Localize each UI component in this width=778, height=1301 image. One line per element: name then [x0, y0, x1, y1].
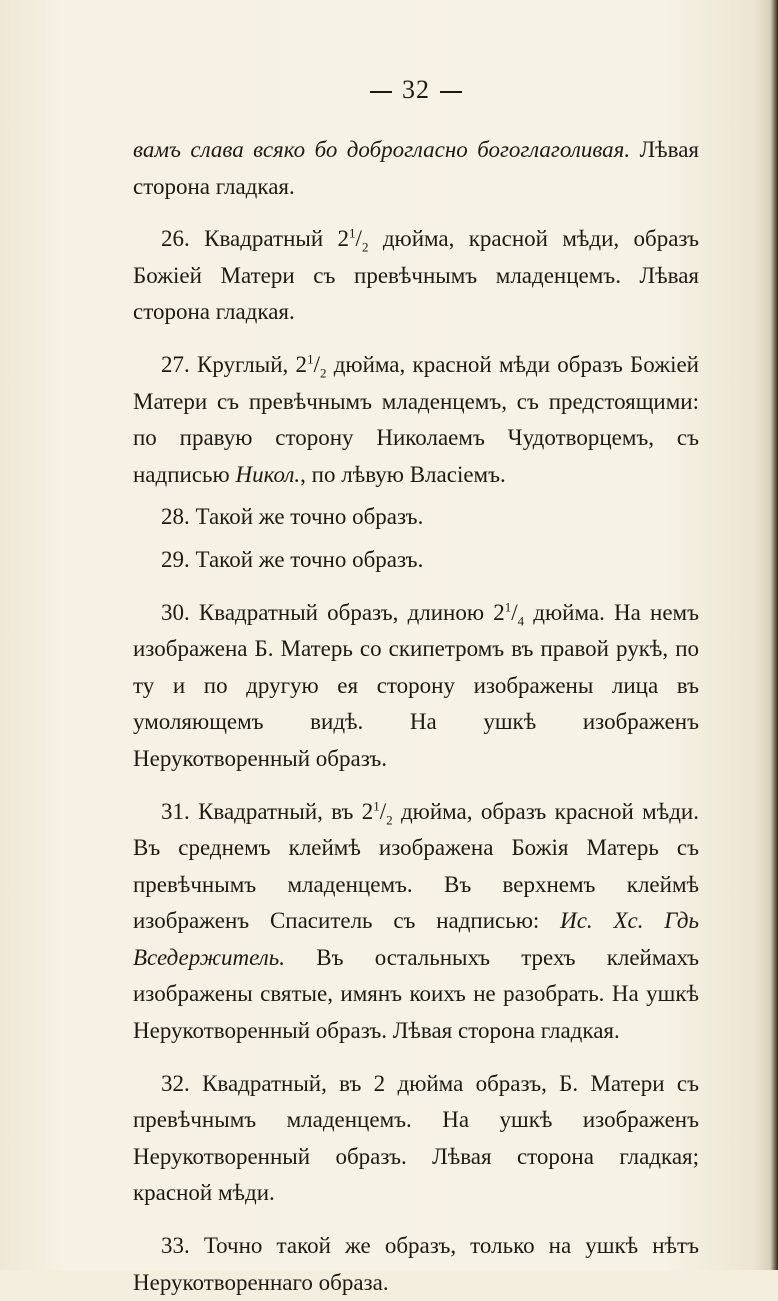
italic-quote: вамъ слава всяко бо доброгласно богоглаголивая. [133, 137, 631, 162]
fraction-numerator: 1 [307, 351, 314, 367]
italic-inscription: Ис. Хс. Гдь Вседержитель. [133, 908, 699, 970]
page-edge-shadow [772, 0, 778, 1270]
fraction-numerator: 1 [504, 598, 512, 614]
italic-inscription: Никол. [235, 461, 301, 487]
fraction-denominator: 2 [386, 812, 393, 828]
page-number-value: 32 [402, 75, 430, 104]
fraction-denominator: 4 [517, 613, 525, 629]
paragraph-item-31: 31. Квадратный, въ $2^1/_2$ дюйма, образъ красной мѣди. Въ среднемъ клеймѣ изображена Божія Матерь съ превѣчнымъ младенцемъ. Въ верхнемъ клеймѣ изображенъ Спаситель съ надписью: Ис. Хс. Гдь Вседержитель. Въ остальныхъ трехъ клеймахъ изображены святые, имянъ коихъ не разобрать. На ушкѣ Нерукотворенный образъ. Лѣвая сторона гладкая. [133, 797, 699, 1044]
paragraph-item-30: 30. Квадратный образъ, длиною $2^1/_4$ дюйма. На немъ изображена Б. Матерь со скипетромъ въ правой рукѣ, по ту и по другую ея сторону изображены лица въ умоляющемъ видѣ. На ушкѣ изображенъ Нерукотворенный образъ. [133, 598, 699, 771]
paragraph-text: 31. Квадратный, въ 2 [161, 798, 374, 824]
paragraph-item-26: 26. Квадратный $2^1/_2$ дюйма, красной мѣди, образъ Божіей Матери съ превѣчнымъ младенцемъ. Лѣвая сторона гладкая. [133, 225, 699, 325]
fraction-denominator: 2 [319, 365, 327, 381]
fraction-numerator: 1 [349, 225, 356, 241]
paragraph-item-28: 28. Такой же точно образъ. [161, 504, 424, 530]
paragraph-text: , по лѣвую Власіемъ. [300, 461, 506, 487]
paragraph-text: 27. Круглый, 2 [161, 351, 308, 377]
paragraph-text: дюйма. На немъ изображена Б. Матерь со скипетромъ въ правой рукѣ, по ту и по другую ея сторону изображены лица въ умоляющемъ видѣ. На ушкѣ изображенъ Нерукотворенный образъ. [133, 599, 699, 771]
paragraph-item-32: 32. Квадратный, въ 2 дюйма образъ, Б. Матери съ превѣчнымъ младенцемъ. На ушкѣ изображенъ Нерукотворенный образъ. Лѣвая сторона гладкая; красной мѣди. [133, 1070, 699, 1206]
dash-right [440, 91, 462, 93]
paragraph-item-27: 27. Круглый, $2^1/_2$ дюйма, красной мѣди образъ Божіей Матери съ превѣчнымъ младенцемъ, съ предстоящими: по правую сторону Николаемъ Чудотворцемъ, съ надписью Никол., по лѣвую Власіемъ. [133, 351, 699, 487]
page-number [133, 72, 699, 108]
paragraph-text: Въ остальныхъ трехъ клеймахъ изображены святые, имянъ коихъ не разобрать. На ушкѣ Нерукотворенный образъ. Лѣвая сторона гладкая. [133, 944, 699, 1044]
fraction-denominator: 2 [361, 239, 369, 255]
paragraph-item-29: 29. Такой же точно образъ. [161, 546, 424, 572]
paragraph-text: 26. Квадратный 2 [161, 226, 350, 252]
paragraph-text: дюйма, красной мѣди образъ Божіей Матери съ превѣчнымъ младенцемъ, съ предстоящими: по правую сторону Николаемъ Чудотворцемъ, съ надписью [133, 351, 699, 487]
paragraph-item-33: 33. Точно такой же образъ, только на ушкѣ нѣтъ Нерукотвореннаго образа. [133, 1233, 699, 1295]
fraction-numerator: 1 [373, 797, 380, 813]
paragraph-text: Лѣвая сторона гладкая. [133, 137, 699, 199]
dash-left [370, 91, 392, 93]
paragraph-continuation [133, 132, 699, 205]
paragraph-text: дюйма, красной мѣди, образъ Божіей Матери съ превѣчнымъ младенцемъ. Лѣвая сторона гладкая. [133, 226, 699, 325]
page-content [133, 72, 699, 1301]
paragraph-text: 30. Квадратный образъ, длиною 2 [161, 599, 505, 625]
paragraph-text: дюйма, образъ красной мѣди. Въ среднемъ клеймѣ изображена Божія Матерь съ превѣчнымъ младенцемъ. Въ верхнемъ клеймѣ изображенъ Спаситель съ надписью: [133, 798, 699, 934]
